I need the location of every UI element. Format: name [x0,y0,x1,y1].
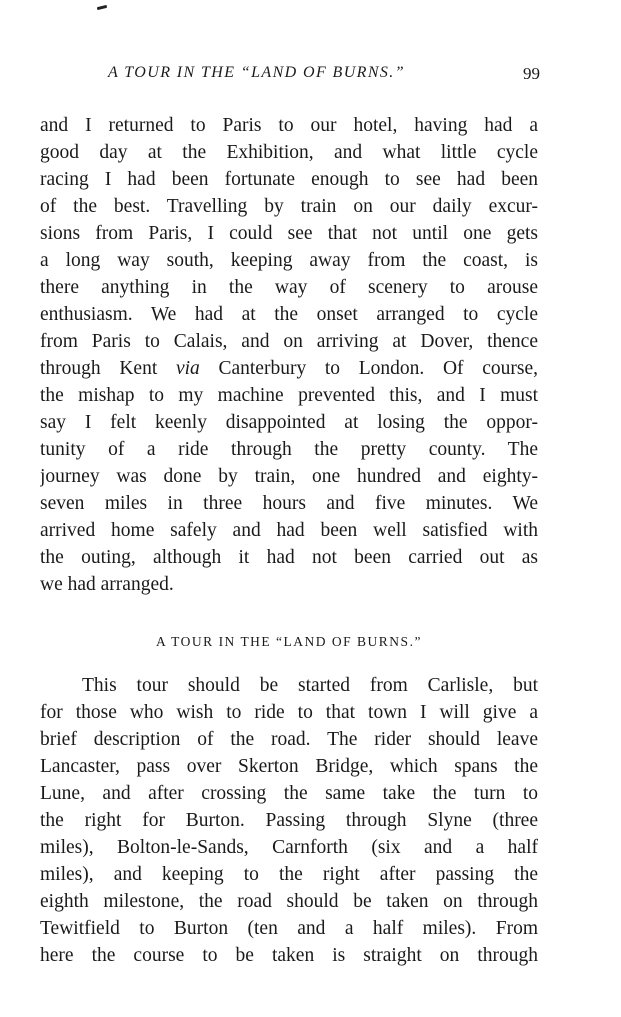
text-line: through Kent via Canterbury to London. Of course, [40,358,538,379]
ink-speck [97,5,107,10]
text-line: enthusiasm. We had at the onset arranged to cycle [40,304,538,325]
text-line: journey was done by train, one hundred and eighty- [40,466,538,487]
text-line: This tour should be started from Carlisle, but [82,675,538,696]
paragraph-1 [40,112,538,598]
text-line: say I felt keenly disappointed at losing the oppor- [40,412,538,433]
running-title: A TOUR IN THE “LAND OF BURNS.” [108,64,405,81]
text-line: tunity of a ride through the pretty county. The [40,439,538,460]
text-line: miles), and keeping to the right after passing the [40,864,538,885]
text-line: racing I had been fortunate enough to see had been [40,169,538,190]
text-line: Lancaster, pass over Skerton Bridge, which spans the [40,756,538,777]
paragraph-2 [40,672,538,969]
text-line: there anything in the way of scenery to arouse [40,277,538,298]
text-line: the outing, although it had not been carried out as [40,547,538,568]
text-line: the mishap to my machine prevented this, and I must [40,385,538,406]
text-line: Lune, and after crossing the same take the turn to [40,783,538,804]
text-line: Tewitfield to Burton (ten and a half miles). From [40,918,538,939]
text-line: seven miles in three hours and five minutes. We [40,493,538,514]
page-number: 99 [523,64,540,83]
text-line: from Paris to Calais, and on arriving at Dover, thence [40,331,538,352]
text-line: miles), Bolton-le-Sands, Carnforth (six and a half [40,837,538,858]
text-line: eighth milestone, the road should be taken on through [40,891,538,912]
text-line: for those who wish to ride to that town I will give a [40,702,538,723]
text-line: a long way south, keeping away from the coast, is [40,250,538,271]
text-line: arrived home safely and had been well satisfied with [40,520,538,541]
text-line: we had arranged. [40,574,174,595]
text-line: of the best. Travelling by train on our daily excur- [40,196,538,217]
text-line: good day at the Exhibition, and what little cycle [40,142,538,163]
text-line: and I returned to Paris to our hotel, having had a [40,115,538,136]
italic-word: via [175,358,200,379]
section-heading: A TOUR IN THE “LAND OF BURNS.” [156,634,422,649]
running-head [40,64,540,88]
text-line: brief description of the road. The rider should leave [40,729,538,750]
text-line: the right for Burton. Passing through Slyne (three [40,810,538,831]
text-line: here the course to be taken is straight on through [40,945,538,966]
text-line: sions from Paris, I could see that not until one gets [40,223,538,244]
